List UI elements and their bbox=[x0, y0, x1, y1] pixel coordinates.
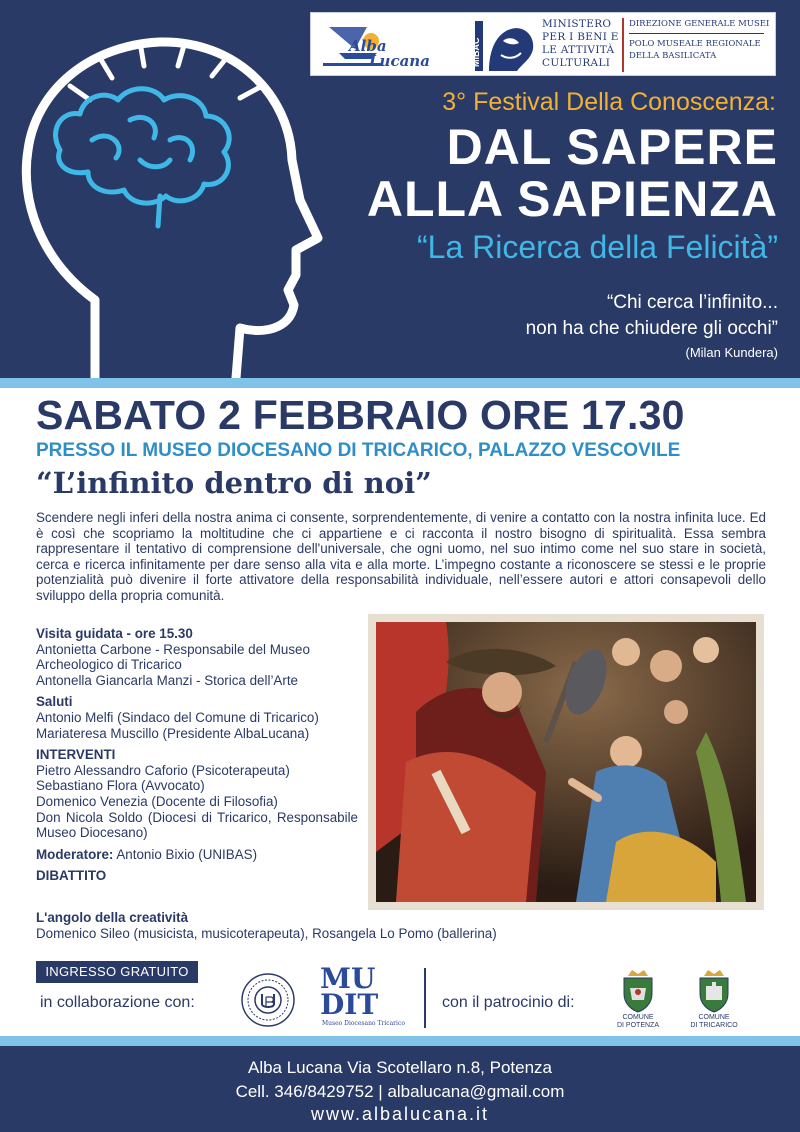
divider-stripe bbox=[0, 378, 800, 388]
polo-line-1: POLO MUSEALE REGIONALE bbox=[629, 39, 761, 49]
guided-tour-line: Antonietta Carbone - Responsabile del Museo Archeologico di Tricarico bbox=[36, 641, 310, 673]
university-seal-icon bbox=[240, 972, 296, 1028]
quote-author: (Milan Kundera) bbox=[685, 345, 778, 360]
creativity-heading: L'angolo della creatività bbox=[36, 910, 189, 925]
collaboration-label: in collaborazione con: bbox=[40, 994, 195, 1011]
direction-line: DIREZIONE GENERALE MUSEI bbox=[629, 19, 770, 29]
festival-subtitle: 3° Festival Della Conoscenza: bbox=[442, 88, 776, 116]
ministry-line-1: MINISTERO bbox=[542, 18, 612, 30]
creativity-section bbox=[36, 910, 766, 941]
tricarico-name-line-2: DI TRICARICO bbox=[690, 1022, 738, 1029]
mudit-logo-line-1: MU bbox=[320, 962, 376, 995]
tricarico-crest-icon bbox=[694, 970, 734, 1012]
guided-tour-heading: Visita guidata - ore 15.30 bbox=[36, 626, 193, 641]
guided-tour-line: Antonella Giancarla Manzi - Storica dell’Arte bbox=[36, 672, 298, 688]
ministry-line-3: LE ATTIVITÀ bbox=[542, 44, 615, 56]
talks-heading: INTERVENTI bbox=[36, 747, 116, 763]
tricarico-name-line-1: COMUNE bbox=[698, 1014, 730, 1021]
event-date: SABATO 2 FEBBRAIO ORE 17.30 bbox=[36, 392, 685, 438]
potenza-name-line-1: COMUNE bbox=[622, 1014, 654, 1021]
greetings-line: Antonio Melfi (Sindaco del Comune di Tricarico) bbox=[36, 709, 319, 725]
event-description: Scendere negli inferi della nostra anima ci consente, sorprendentemente, di venire a contatto con la nostra infinita luce. Ed è così che scopriamo la moltitudine che ci appartiene e ci racconta il nostro bisogno di spiritualità. Essa sembra rappresentare il tentativo di comprensione dell'universale, che ogni uomo, nel suo intimo come nel suo stare in società, cerca e ricerca infinitamente per dare senso alla vita e alla morte. L’impegno costante a riconoscere se stessi e le proprie potenzialità può divenire il forte attivatore della responsabilità individuale, nell’essere autori e attori consapevoli dello sviluppo della propria comunità. bbox=[36, 510, 766, 603]
talk-line: Pietro Alessandro Caforio (Psicoterapeuta) bbox=[36, 762, 290, 778]
mudit-logo-line-2: DIT bbox=[320, 988, 379, 1021]
head-brain-illustration bbox=[0, 0, 330, 378]
painting-artwork bbox=[376, 622, 756, 902]
logo-bar bbox=[310, 12, 776, 76]
footer-contacts: Cell. 346/8429752 | albalucana@gmail.com bbox=[235, 1082, 565, 1101]
moderator-label: Moderatore: bbox=[36, 846, 114, 862]
talk-line: Domenico Venezia (Docente di Filosofia) bbox=[36, 793, 278, 809]
moderator bbox=[36, 847, 358, 863]
potenza-name bbox=[610, 1014, 666, 1030]
ministry-line-4: CULTURALI bbox=[542, 57, 611, 69]
moderator-name: Antonio Bixio (UNIBAS) bbox=[113, 846, 258, 862]
mudit-caption: Museo Diocesano Tricarico bbox=[322, 1020, 405, 1027]
festival-tagline: “La Ricerca della Felicità” bbox=[416, 229, 778, 265]
quote-line-1: “Chi cerca l’infinito... bbox=[606, 292, 778, 313]
partner-divider bbox=[424, 968, 426, 1028]
creativity-line: Domenico Sileo (musicista, musicoterapeuta), Rosangela Lo Pomo (ballerina) bbox=[36, 925, 497, 941]
painting-image bbox=[368, 614, 764, 910]
talk-line: Sebastiano Flora (Avvocato) bbox=[36, 778, 205, 794]
mibac-emblem-icon bbox=[471, 15, 543, 75]
talk-line: Don Nicola Soldo (Diocesi di Tricarico, Responsabile Museo Diocesano) bbox=[36, 809, 358, 841]
patronage-label: con il patrocinio di: bbox=[442, 994, 575, 1011]
alba-lucana-name-1: Alba bbox=[349, 37, 387, 55]
footer-address: Alba Lucana Via Scotellaro n.8, Potenza bbox=[247, 1058, 552, 1077]
greetings-line: Mariateresa Muscillo (Presidente AlbaLucana) bbox=[36, 725, 310, 741]
logo-divider bbox=[622, 18, 624, 72]
mudit-logo-icon bbox=[318, 958, 405, 1028]
potenza-name-line-2: DI POTENZA bbox=[616, 1022, 659, 1029]
festival-title-line-1: DAL SAPERE bbox=[446, 119, 778, 175]
footer-website-link[interactable]: www.albalucana.it bbox=[310, 1104, 490, 1124]
event-venue: PRESSO IL MUSEO DIOCESANO DI TRICARICO, PALAZZO VESCOVILE bbox=[36, 440, 681, 461]
divider-stripe bbox=[0, 1036, 800, 1046]
footer bbox=[0, 1046, 800, 1132]
direzione-musei bbox=[629, 18, 774, 62]
greetings-heading: Saluti bbox=[36, 694, 73, 710]
polo-line-2: DELLA BASILICATA bbox=[629, 51, 717, 61]
header-banner bbox=[0, 0, 800, 378]
direction-separator bbox=[629, 33, 764, 34]
tricarico-name bbox=[684, 1014, 744, 1030]
debate-heading: DIBATTITO bbox=[36, 868, 107, 884]
mibac-acronym: MiBAC bbox=[471, 37, 481, 67]
ministry-name bbox=[542, 18, 620, 70]
alba-lucana-name-2: Lucana bbox=[369, 52, 430, 70]
quote-line-2: non ha che chiudere gli occhi” bbox=[525, 318, 778, 339]
event-title: “L’infinito dentro di noi” bbox=[36, 466, 432, 500]
potenza-crest-icon bbox=[618, 970, 658, 1012]
program bbox=[36, 626, 358, 884]
festival-title-line-2: ALLA SAPIENZA bbox=[366, 171, 778, 227]
free-entry-badge: INGRESSO GRATUITO bbox=[36, 961, 198, 983]
ministry-line-2: PER I BENI E bbox=[542, 31, 619, 43]
